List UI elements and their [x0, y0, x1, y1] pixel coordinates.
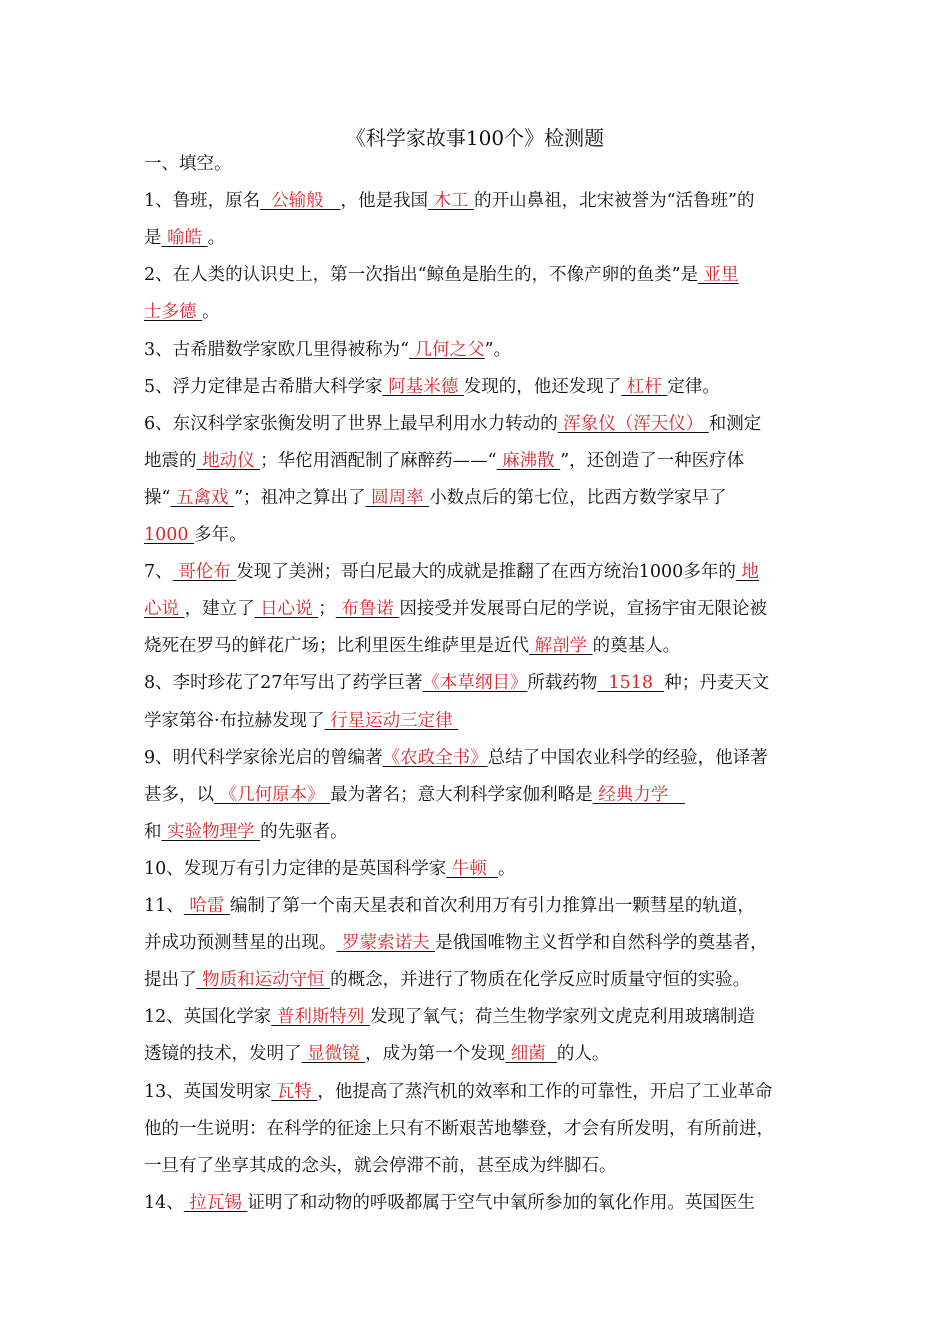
answer-blank: 普利斯特列: [271, 1007, 370, 1028]
text-line: [144, 1003, 755, 1031]
answer-blank: 物质和运动守恒: [196, 970, 331, 991]
question-text: 甚多，以: [144, 784, 214, 805]
question-text: 最为著名；意大利科学家伽利略是: [330, 784, 593, 805]
text-line: [144, 781, 685, 809]
question-text: 的奠基人。: [592, 636, 681, 657]
question-text: 发现了美洲；哥白尼最大的成就是推翻了在西方统治1000多年的: [236, 562, 736, 583]
question-text: 发现了氧气；荷兰生物学家列文虎克利用玻璃制造: [369, 1007, 755, 1028]
question-text: ，他提高了蒸汽机的效率和工作的可靠性，开启了工业革命: [317, 1081, 773, 1102]
answer-blank: 五禽戏: [170, 487, 235, 508]
answer-blank: 亚里: [698, 265, 739, 286]
answer-blank: 牛顿: [446, 858, 498, 879]
question-text: 一、填空。: [144, 154, 232, 174]
question-text: 编制了第一个南天星表和首次利用万有引力推算出一颗彗星的轨道，: [229, 896, 755, 916]
question-text: 14、: [144, 1192, 184, 1213]
text-line: [144, 744, 768, 772]
answer-blank: 几何之父: [409, 339, 485, 360]
question-text: 的开山鼻祖，北宋被誉为“活鲁班”的: [474, 191, 755, 212]
text-line: [144, 1115, 774, 1143]
answer-blank: 罗蒙索诺夫: [336, 933, 436, 954]
text-line: [144, 855, 515, 883]
question-text: 9、明代科学家徐光启的曾编著: [144, 747, 383, 768]
question-text: 定律。: [667, 376, 720, 397]
answer-blank: 哈雷: [183, 896, 230, 916]
answer-blank: 拉瓦锡: [183, 1192, 248, 1213]
answer-blank: 士多德: [144, 302, 203, 323]
question-text: ，建立了: [184, 599, 255, 620]
question-text: ”，还创造了一种医疗体: [560, 450, 745, 471]
question-text: 发现的，他还发现了: [463, 376, 622, 397]
question-text: 。: [202, 302, 220, 323]
question-text: 5、浮力定律是古希腊大科学家: [144, 376, 383, 397]
question-text: ”。: [484, 339, 512, 360]
text-line: [144, 1189, 755, 1217]
question-text: ；华佗用酒配制了麻醉药——“: [260, 450, 497, 471]
question-text: ，他是我国: [340, 191, 428, 212]
question-text: 多年。: [194, 525, 247, 545]
text-line: [144, 261, 739, 289]
question-text: 2、在人类的认识史上，第一次指出“鲸鱼是胎生的，不像产卵的鱼类”是: [144, 265, 699, 286]
question-text: 提出了: [144, 970, 197, 991]
text-line: [144, 521, 247, 549]
answer-blank: 经典力学: [592, 784, 685, 805]
text-line: [144, 373, 720, 401]
question-text: 的概念，并进行了物质在化学反应时质量守恒的实验。: [330, 970, 751, 991]
answer-blank: 哥伦布: [172, 562, 237, 583]
answer-blank: 1518: [597, 673, 665, 694]
answer-blank: 解剖学: [529, 636, 593, 657]
answer-blank: 圆周率: [365, 487, 430, 508]
question-text: ；: [318, 599, 336, 620]
text-line: [144, 187, 755, 215]
answer-blank: 喻皓: [161, 228, 208, 249]
answer-blank: 木工: [427, 191, 475, 212]
question-text: 操“: [144, 487, 171, 508]
text-line: [144, 410, 761, 438]
question-text: 的人。: [556, 1044, 610, 1065]
question-text: 地震的: [144, 450, 197, 471]
question-text: 小数点后的第七位，比西方数学家早了: [429, 487, 727, 508]
question-text: 12、英国化学家: [144, 1007, 272, 1028]
question-text: 和: [144, 821, 162, 842]
answer-blank: 杠杆: [621, 376, 668, 397]
answer-blank: 地动仪: [196, 450, 261, 471]
question-text: 透镜的技术，发明了: [144, 1044, 302, 1065]
question-text: 因接受并发展哥白尼的学说，宣扬宇宙无限论被: [399, 599, 767, 620]
question-text: 8、李时珍花了27年写出了药学巨著: [144, 673, 423, 694]
question-text: 11、: [144, 896, 184, 916]
answer-blank: 显微镜: [301, 1044, 366, 1065]
question-text: 13、英国发明家: [144, 1081, 272, 1102]
question-text: 证明了和动物的呼吸都属于空气中氧所参加的氧化作用。英国医生: [247, 1192, 755, 1213]
question-text: 3、古希腊数学家欧几里得被称为“: [144, 339, 410, 360]
answer-blank: 公输般: [260, 191, 341, 212]
answer-blank: 《本草纲目》: [422, 673, 528, 694]
text-line: [144, 707, 458, 735]
question-text: 6、东汉科学家张衡发明了世界上最早利用水力转动的: [144, 413, 558, 434]
answer-blank: 《几何原本》: [214, 784, 331, 805]
answer-blank: 细菌: [505, 1044, 557, 1065]
question-text: 他的一生说明：在科学的征途上只有不断艰苦地攀登，才会有所发明，有所前进，: [144, 1118, 774, 1139]
question-text: 种；丹麦天文: [664, 673, 770, 694]
question-text: 烧死在罗马的鲜花广场；比利里医生维萨里是近代: [144, 636, 529, 657]
question-text: 是: [144, 228, 162, 249]
text-line: [144, 336, 511, 364]
question-text: 7、: [144, 562, 173, 583]
answer-blank: 《农政全书》: [382, 747, 488, 768]
text-line: [144, 632, 680, 660]
text-line: [144, 1078, 772, 1106]
question-text: 10、发现万有引力定律的是英国科学家: [144, 858, 447, 879]
text-line: [144, 818, 348, 846]
question-text: 所载药物: [527, 673, 598, 694]
page-title: 《科学家故事100个》检测题: [345, 126, 605, 150]
answer-blank: 阿基米德: [382, 376, 464, 397]
question-text: ，成为第一个发现: [365, 1044, 506, 1065]
text-line: [144, 298, 220, 326]
text-line: [144, 447, 744, 475]
answer-blank: 行星运动三定律: [324, 710, 459, 731]
question-text: 的先驱者。: [260, 821, 348, 842]
text-line: [144, 558, 759, 586]
text-line: [144, 224, 225, 252]
answer-blank: 布鲁诺: [335, 599, 400, 620]
answer-blank: 实验物理学: [161, 821, 261, 842]
question-text: ”；祖冲之算出了: [234, 487, 366, 508]
text-line: [144, 1040, 609, 1068]
text-line: [144, 669, 769, 697]
question-text: 总结了中国农业科学的经验，他译著: [487, 747, 768, 768]
text-line: [144, 892, 755, 920]
text-line: [144, 484, 727, 512]
question-text: 并成功预测彗星的出现。: [144, 933, 337, 954]
question-text: 1、鲁班，原名: [144, 191, 261, 212]
text-line: [144, 966, 750, 994]
question-text: 是俄国唯物主义哲学和自然科学的奠基者，: [435, 933, 768, 954]
answer-blank: 麻沸散: [496, 450, 561, 471]
answer-blank: 瓦特: [271, 1081, 318, 1102]
text-line: [144, 1152, 617, 1180]
text-line: [144, 929, 768, 957]
answer-blank: 浑象仪（浑天仪）: [557, 413, 709, 434]
answer-blank: 日心说: [254, 599, 319, 620]
text-line: [144, 150, 232, 178]
answer-blank: 1000: [144, 525, 195, 545]
answer-blank: 心说: [144, 599, 185, 620]
question-text: 一旦有了坐享其成的念头，就会停滞不前，甚至成为绊脚石。: [144, 1155, 617, 1176]
answer-blank: 地: [735, 562, 759, 583]
question-text: 。: [497, 858, 516, 879]
question-text: 和测定: [708, 413, 762, 434]
question-text: 学家第谷·布拉赫发现了: [144, 710, 325, 731]
question-text: 。: [207, 228, 226, 249]
text-line: [144, 595, 767, 623]
